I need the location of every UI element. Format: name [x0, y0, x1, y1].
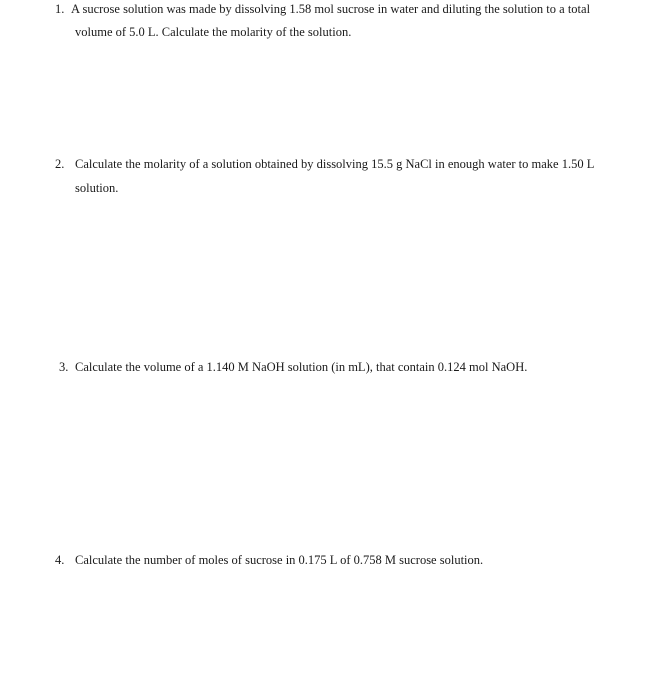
question-text-line: Calculate the volume of a 1.140 M NaOH solution (in mL), that contain 0.124 mol NaOH.	[75, 360, 528, 374]
question-text-line: A sucrose solution was made by dissolving 1.58 mol sucrose in water and diluting the solution to a total	[71, 2, 591, 16]
question-text-line: solution.	[75, 181, 119, 195]
question-text-line: Calculate the molarity of a solution obtained by dissolving 15.5 g NaCl in enough water to make 1.50 L	[75, 157, 595, 171]
question-number: 1.	[55, 2, 65, 16]
question-number: 3.	[59, 360, 69, 374]
question-text-line: volume of 5.0 L. Calculate the molarity of the solution.	[75, 25, 352, 39]
question-number: 4.	[55, 553, 65, 567]
question-number: 2.	[55, 157, 65, 171]
question-text-line: Calculate the number of moles of sucrose in 0.175 L of 0.758 M sucrose solution.	[75, 553, 484, 567]
